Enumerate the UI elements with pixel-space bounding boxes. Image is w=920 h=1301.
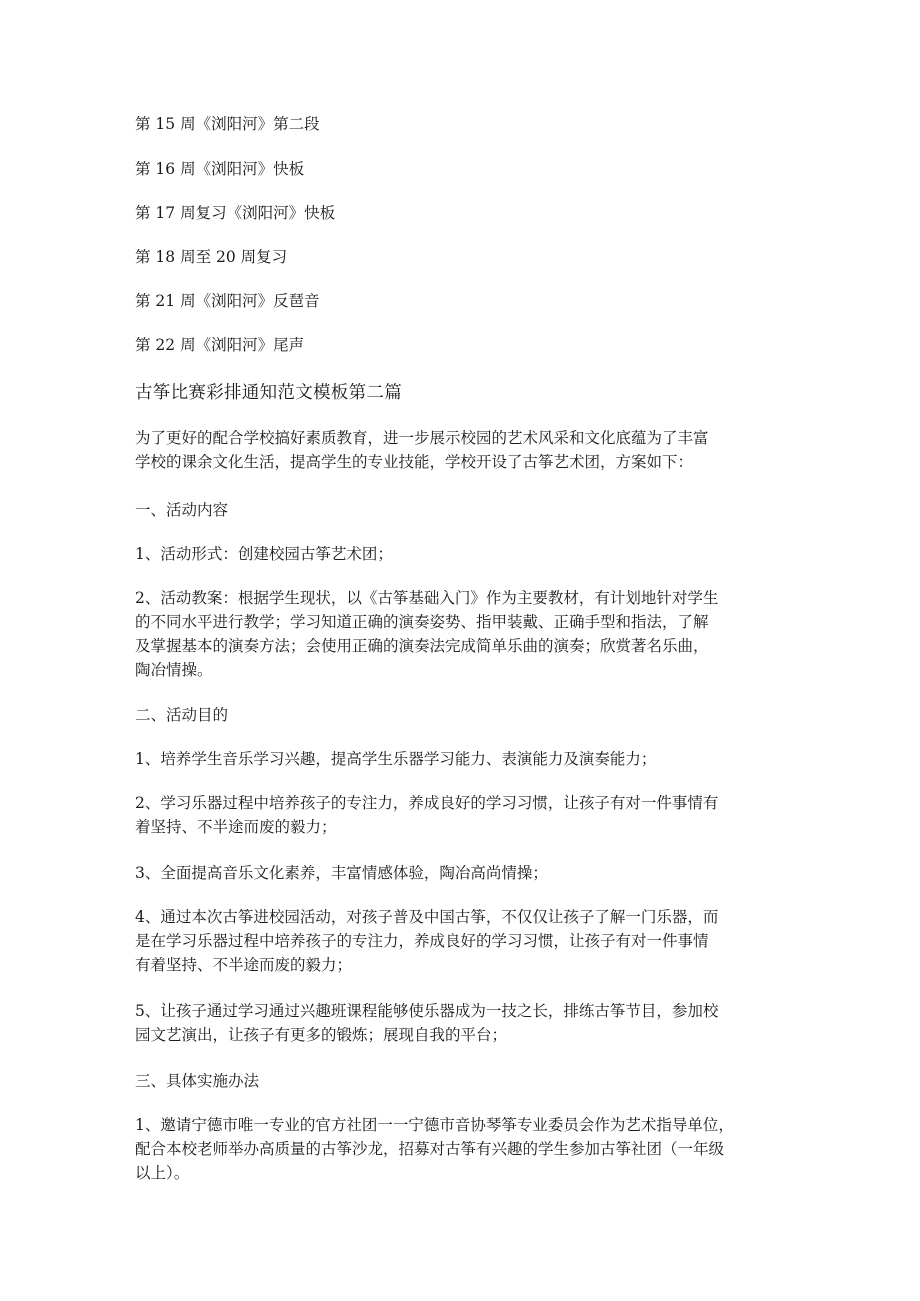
paragraph-line: 1、邀请宁德市唯一专业的官方社团一一宁德市音协琴筝专业委员会作为艺术指导单位， <box>135 1116 734 1134</box>
part3-title: 三、具体实施办法 <box>135 1072 260 1090</box>
week-22-line: 第 22 周《浏阳河》尾声 <box>135 336 305 354</box>
week-16-line: 第 16 周《浏阳河》快板 <box>135 160 305 178</box>
part2-item3: 3、全面提高音乐文化素养，丰富情感体验，陶冶高尚情操； <box>135 864 548 882</box>
week-17-line: 第 17 周复习《浏阳河》快板 <box>135 204 336 222</box>
week-15-line: 第 15 周《浏阳河》第二段 <box>135 115 320 133</box>
paragraph-line: 以上）。 <box>135 1164 190 1182</box>
part2-item4 <box>135 905 797 977</box>
intro-paragraph <box>135 426 797 474</box>
paragraph-line: 有着坚持、不半途而废的毅力； <box>135 956 353 974</box>
week-21-line: 第 21 周《浏阳河》反琶音 <box>135 292 320 310</box>
paragraph-line: 着坚持、不半途而废的毅力； <box>135 818 337 836</box>
part3-item1 <box>135 1113 797 1185</box>
paragraph-line: 2、活动教案：根据学生现状，以《古筝基础入门》作为主要教材，有计划地针对学生 <box>135 589 719 607</box>
part1-title: 一、活动内容 <box>135 501 229 519</box>
part2-item1: 1、培养学生音乐学习兴趣，提高学生乐器学习能力、表演能力及演奏能力； <box>135 750 657 768</box>
paragraph-line: 是在学习乐器过程中培养孩子的专注力，养成良好的学习习惯，让孩子有对一件事情 <box>135 932 709 950</box>
paragraph-line: 陶冶情操。 <box>135 661 213 679</box>
paragraph-line: 2、学习乐器过程中培养孩子的专注力，养成良好的学习习惯，让孩子有对一件事情有 <box>135 794 719 812</box>
part1-item1: 1、活动形式：创建校园古筝艺术团； <box>135 545 393 563</box>
paragraph-line: 的不同水平进行教学；学习知道正确的演奏姿势、指甲装戴、正确手型和指法，了解 <box>135 613 709 631</box>
paragraph-line: 园文艺演出，让孩子有更多的锻炼；展现自我的平台； <box>135 1026 508 1044</box>
paragraph-line: 4、通过本次古筝进校园活动，对孩子普及中国古筝，不仅仅让孩子了解一门乐器，而 <box>135 908 719 926</box>
part2-title: 二、活动目的 <box>135 706 229 724</box>
part1-item2 <box>135 586 797 682</box>
part2-item2 <box>135 791 797 839</box>
paragraph-line: 配合本校老师举办高质量的古筝沙龙，招募对古筝有兴趣的学生参加古筝社团（一年级 <box>135 1140 725 1158</box>
paragraph-line: 5、让孩子通过学习通过兴趣班课程能够使乐器成为一技之长，排练古筝节目，参加校 <box>135 1002 719 1020</box>
section-title: 古筝比赛彩排通知范文模板第二篇 <box>135 383 402 403</box>
week-18-20-line: 第 18 周至 20 周复习 <box>135 248 288 266</box>
intro-line: 为了更好的配合学校搞好素质教育，进一步展示校园的艺术风采和文化底蕴为了丰富 <box>135 429 709 447</box>
intro-line: 学校的课余文化生活，提高学生的专业技能，学校开设了古筝艺术团，方案如下： <box>135 453 694 471</box>
part2-item5 <box>135 999 797 1047</box>
paragraph-line: 及掌握基本的演奏方法；会使用正确的演奏法完成简单乐曲的演奏；欣赏著名乐曲， <box>135 637 709 655</box>
